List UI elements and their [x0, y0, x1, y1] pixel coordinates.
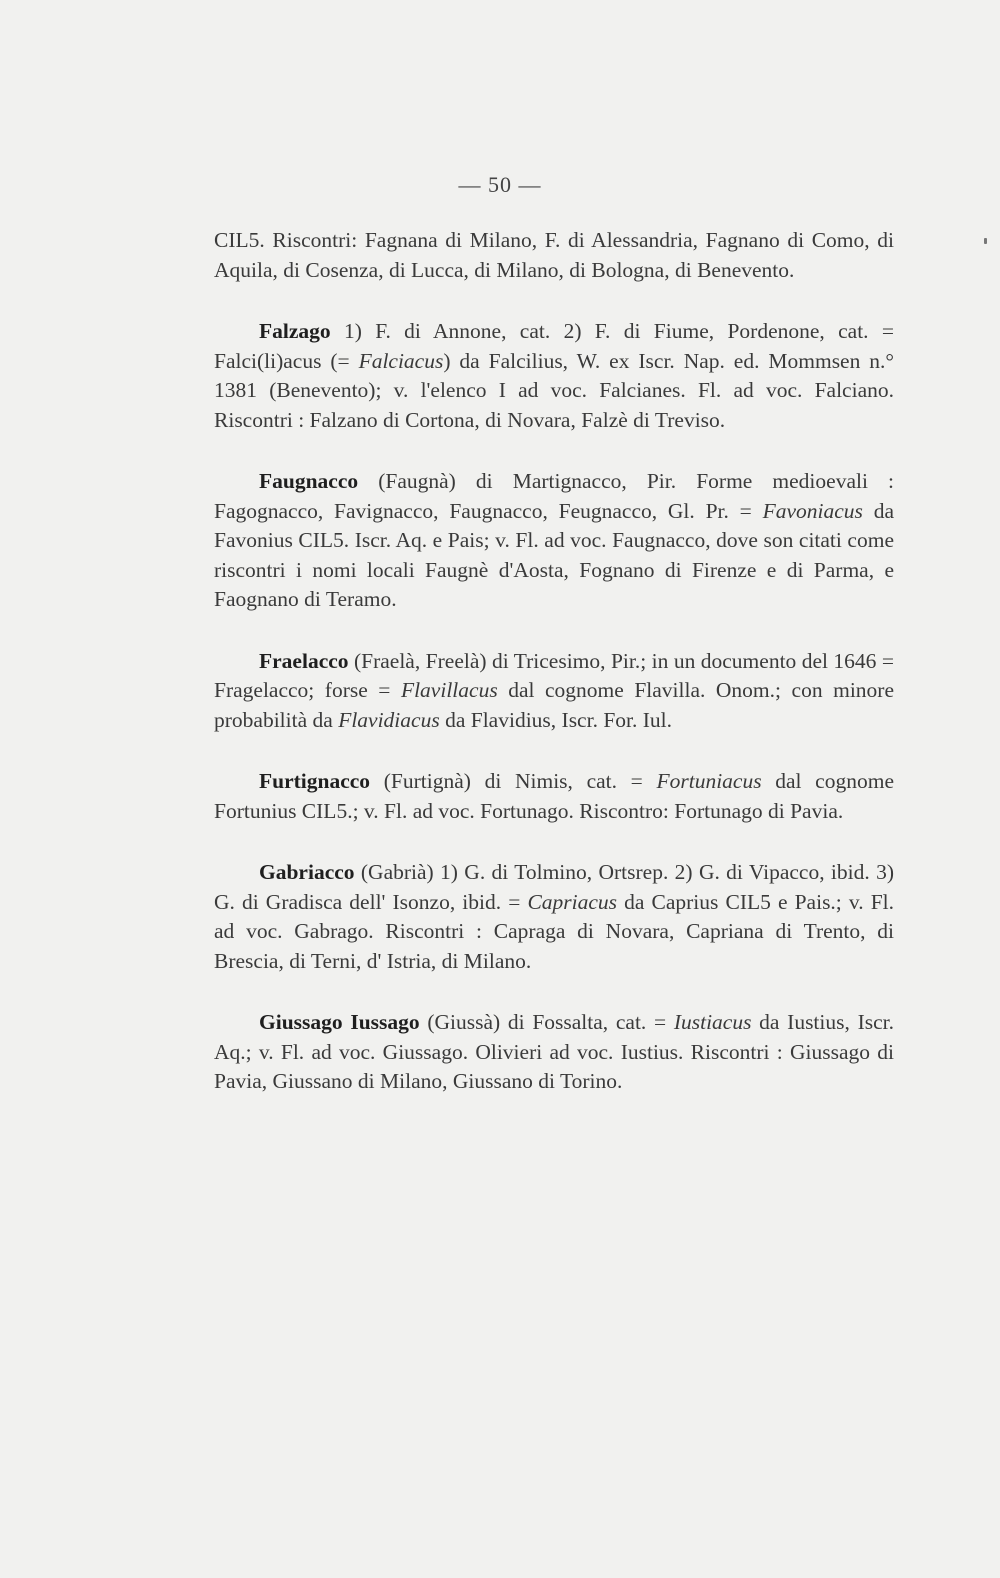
margin-speck	[984, 238, 987, 244]
entry-text: ) da Falcilius, W. ex Iscr. Nap. ed. Mommsen n.° 1381 (Benevento); v. l'elenco I ad voc. Falcianes. Fl. ad voc. Falciano. Riscontri : Falzano di Cortona, di Novara, Falzè di Treviso.	[214, 348, 894, 432]
entry-giussago	[214, 1008, 894, 1097]
entry-headword: Faugnacco	[259, 469, 359, 493]
entry-headword: Fraelacco	[259, 648, 349, 673]
page-number: — 50 —	[458, 172, 542, 197]
entry-text: (Gabrià) 1) G. di Tolmino, Ortsrep. 2) G. di Vipacco, ibid. 3) G. di Gradisca dell' Isonzo, ibid. =	[214, 860, 894, 914]
entry-italic-term: Falciacus	[358, 348, 444, 373]
entry-falzago	[214, 317, 894, 435]
entry-text: (Faugnà) di Martignacco, Pir. Forme medioevali : Fagognacco, Favignacco, Faugnacco, Feugnacco, Gl. Pr. =	[214, 469, 894, 523]
entry-italic-term: Capriacus	[527, 889, 618, 914]
entry-text: dal cognome Fortunius CIL5.; v. Fl. ad voc. Fortunago. Riscontro: Fortunago di Pavia.	[214, 769, 894, 823]
entry-gabriacco	[214, 858, 894, 976]
entry-headword: Furtignacco	[259, 769, 371, 793]
entry-headword: Giussago Iussago	[259, 1010, 420, 1034]
entry-headword: Falzago	[259, 319, 331, 343]
entry-text: da Favonius CIL5. Iscr. Aq. e Pais; v. Fl. ad voc. Faugnacco, dove son citati come riscontri i nomi locali Faugnè d'Aosta, Fognano di Firenze e di Parma, e Faognano di Teramo.	[214, 498, 894, 611]
entry-text: (Giussà) di Fossalta, cat. =	[419, 1010, 674, 1034]
entry-furtignacco	[214, 767, 894, 826]
entry-text: dal cognome Flavilla. Onom.; con minore probabilità da	[214, 678, 894, 732]
entry-faugnacco	[214, 467, 894, 615]
entry-italic-term: Flavillacus	[400, 678, 498, 702]
intro-paragraph: CIL5. Riscontri: Fagnana di Milano, F. di Alessandria, Fagnano di Como, di Aquila, di Cosenza, di Lucca, di Milano, di Bologna, di Benevento.	[214, 228, 894, 282]
entry-italic-term: Iustiacus	[673, 1010, 752, 1034]
entry-italic-term: Flavidiacus	[338, 707, 440, 732]
entry-fraelacco	[214, 647, 894, 736]
entry-text: (Furtignà) di Nimis, cat. =	[370, 769, 657, 793]
entry-text: (Fraelà, Freelà) di Tricesimo, Pir.; in un documento del 1646 = Fragelacco; forse =	[214, 648, 894, 702]
entry-text: da Caprius CIL5 e Pais.; v. Fl. ad voc. Gabrago. Riscontri : Capraga di Novara, Capriana di Trento, di Brescia, di Terni, d' Istria, di Milano.	[214, 889, 894, 973]
entry-text: da Flavidius, Iscr. For. Iul.	[439, 707, 673, 732]
entry-text: 1) F. di Annone, cat. 2) F. di Fiume, Pordenone, cat. = Falci(li)acus (=	[214, 319, 894, 373]
entry-headword: Gabriacco	[259, 860, 355, 884]
entry-italic-term: Fortuniacus	[656, 769, 762, 793]
entry-italic-term: Favoniacus	[762, 498, 863, 523]
page-body	[214, 226, 894, 1129]
entry-text: da Iustius, Iscr. Aq.; v. Fl. ad voc. Giussago. Olivieri ad voc. Iustius. Riscontri : Giussago di Pavia, Giussano di Milano, Giussano di Torino.	[214, 1010, 894, 1093]
